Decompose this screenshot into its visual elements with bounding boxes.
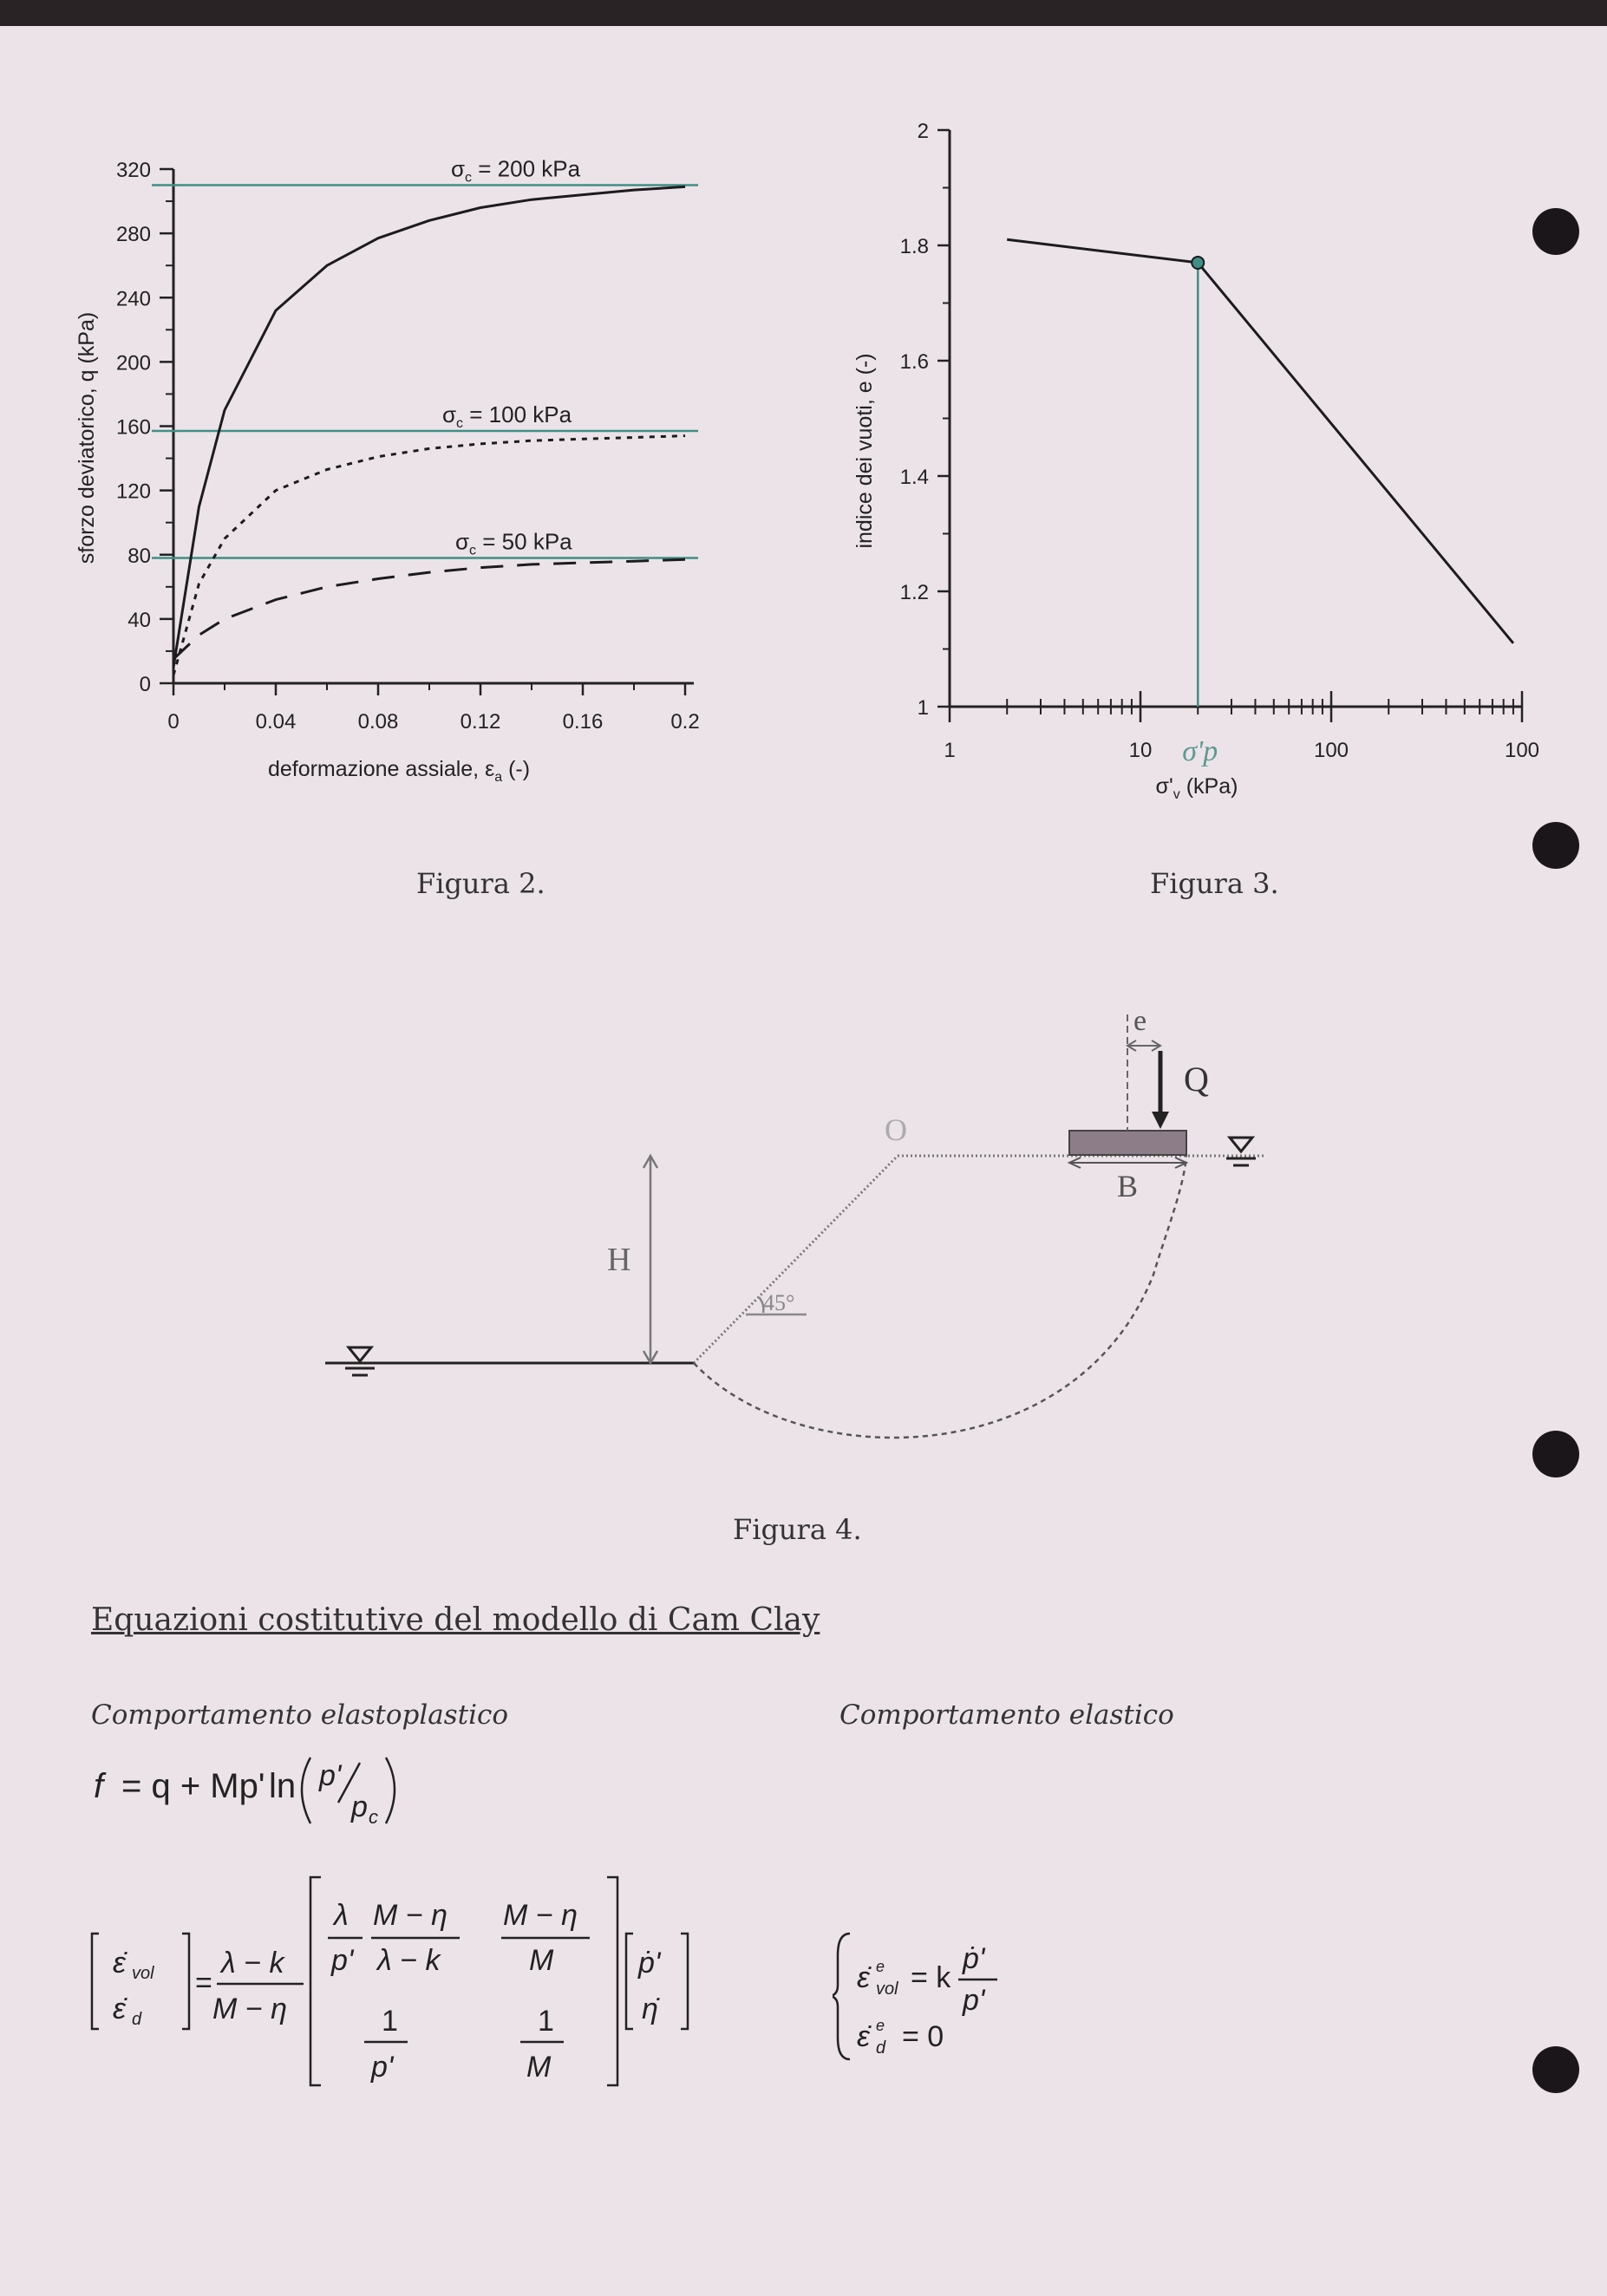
- figure-3-caption: Figura 3.: [1150, 867, 1279, 900]
- y-tick-label: 240: [115, 287, 151, 311]
- y-tick-label: 1: [917, 696, 929, 720]
- y-tick-label: 1.6: [899, 350, 929, 374]
- svg-text:1: 1: [382, 2005, 398, 2038]
- y-tick-label: 2: [917, 120, 929, 143]
- x-tick-label: 0.12: [460, 710, 501, 734]
- svg-text:p': p': [319, 1759, 342, 1792]
- H-label: H: [607, 1242, 631, 1278]
- series-line: [173, 436, 685, 675]
- reference-line-label: $\sigma_c = 200$ kPa: [451, 155, 581, 186]
- svg-text:f: f: [94, 1767, 104, 1805]
- yield-point-marker: [1192, 257, 1204, 269]
- svg-text:ε̇: ε̇: [113, 1993, 126, 2025]
- svg-text:= k: = k: [911, 1961, 951, 1994]
- x-tick-label: 100: [1504, 739, 1540, 762]
- y-tick-label: 1.8: [899, 235, 929, 258]
- sigma-p-annotation: σ'p: [1182, 735, 1218, 767]
- svg-text:M: M: [526, 2051, 552, 2084]
- y-tick-label: 0: [139, 673, 151, 696]
- svg-text:M − η: M − η: [503, 1899, 578, 1932]
- svg-text:e: e: [876, 2017, 885, 2034]
- elastic-equations: [833, 1916, 1110, 2072]
- svg-text:M − η: M − η: [373, 1899, 447, 1932]
- svg-text:ln: ln: [269, 1767, 297, 1805]
- series-line: [1007, 239, 1513, 643]
- svg-text:vol: vol: [876, 1980, 898, 1999]
- binder-hole: [1532, 2046, 1579, 2093]
- binder-hole: [1532, 822, 1579, 869]
- figure-4-caption: Figura 4.: [733, 1513, 862, 1546]
- reference-lines: [152, 156, 698, 558]
- svg-text:η̇: η̇: [642, 1993, 658, 2025]
- yield-function-equation: [87, 1738, 486, 1834]
- O-label: O: [885, 1112, 907, 1147]
- water-table-icon: [1226, 1138, 1256, 1165]
- svg-text:p': p': [963, 1984, 985, 2017]
- svg-text:d: d: [876, 2038, 886, 2058]
- figure-2-chart: [52, 130, 746, 806]
- y-tick-label: 1.4: [899, 466, 929, 489]
- elastoplastic-title: Comportamento elastoplastico: [91, 1699, 509, 1731]
- svg-text:= q + Mp': = q + Mp': [121, 1767, 265, 1805]
- svg-text:M − η: M − η: [212, 1993, 287, 2025]
- y-axis-label: indice dei vuoti, e (-): [852, 353, 877, 549]
- x-tick-label: 1: [944, 739, 956, 762]
- water-table-icon: [345, 1347, 375, 1375]
- y-axis-label: sforzo deviatorico, q (kPa): [75, 311, 99, 564]
- svg-text:vol: vol: [132, 1964, 154, 1983]
- svg-text:e: e: [876, 1958, 885, 1975]
- y-tick-label: 120: [115, 479, 151, 504]
- svg-text:M: M: [529, 1944, 554, 1977]
- svg-text:λ − k: λ − k: [377, 1944, 441, 1977]
- svg-text:=: =: [195, 1967, 212, 1999]
- x-tick-label: 10: [1128, 739, 1153, 762]
- x-tick-label: 0.04: [255, 710, 297, 734]
- svg-text:d: d: [132, 2010, 142, 2029]
- flow-rule-equation: [87, 1873, 711, 2098]
- y-tick-label: 1.2: [899, 581, 929, 604]
- svg-text:ε̇: ε̇: [857, 1961, 870, 1994]
- reference-line-label: $\sigma_c = 100$ kPa: [442, 401, 572, 432]
- section-heading: Equazioni costitutive del modello di Cam Clay: [91, 1602, 820, 1638]
- figure-2-caption: Figura 2.: [416, 867, 545, 900]
- y-tick-label: 80: [127, 544, 151, 568]
- elastic-title: Comportamento elastico: [839, 1699, 1174, 1731]
- axis-ticks: [116, 159, 700, 734]
- x-axis-label: $\sigma'_v$ (kPa): [1155, 774, 1238, 802]
- svg-text:1: 1: [538, 2005, 554, 2038]
- svg-text:p': p': [331, 1944, 354, 1977]
- figure-3-chart: [833, 104, 1544, 815]
- svg-text:p: p: [351, 1790, 368, 1823]
- y-tick-label: 160: [115, 415, 151, 440]
- series-line: [173, 186, 685, 667]
- series-group: [1007, 239, 1513, 707]
- reference-line-label: $\sigma_c = 50$ kPa: [455, 528, 572, 558]
- svg-text:c: c: [369, 1806, 378, 1828]
- svg-text:= 0: = 0: [902, 2020, 944, 2053]
- angle-label: 45°: [763, 1290, 795, 1315]
- figure-4-diagram: [312, 988, 1292, 1474]
- scan-top-edge: [0, 0, 1607, 26]
- x-tick-label: 100: [1313, 739, 1349, 762]
- svg-text:ε̇: ε̇: [857, 2020, 870, 2053]
- B-label: B: [1117, 1169, 1139, 1203]
- x-tick-label: 0: [167, 710, 180, 734]
- e-label: e: [1133, 1005, 1147, 1037]
- axis-ticks: [900, 120, 1539, 762]
- svg-text:ε̇: ε̇: [113, 1947, 126, 1980]
- Q-label: Q: [1184, 1060, 1209, 1099]
- x-tick-label: 0.08: [357, 710, 399, 734]
- slope-face: [694, 1156, 898, 1363]
- y-tick-label: 200: [115, 351, 151, 375]
- svg-text:p': p': [371, 2051, 394, 2084]
- series-line: [173, 559, 685, 659]
- x-tick-label: 0.2: [670, 710, 700, 734]
- y-tick-label: 40: [127, 608, 151, 632]
- y-tick-label: 280: [115, 223, 151, 247]
- svg-text:λ: λ: [334, 1899, 349, 1932]
- svg-text:ṗ': ṗ': [638, 1947, 661, 1980]
- svg-text:λ − k: λ − k: [221, 1947, 284, 1980]
- footing: [1069, 1131, 1186, 1155]
- binder-hole: [1532, 1431, 1579, 1477]
- x-tick-label: 0.16: [562, 710, 604, 734]
- svg-text:ṗ': ṗ': [963, 1942, 985, 1975]
- y-tick-label: 320: [115, 159, 151, 182]
- x-axis-label: deformazione assiale, $\varepsilon_a$ (-): [267, 757, 531, 785]
